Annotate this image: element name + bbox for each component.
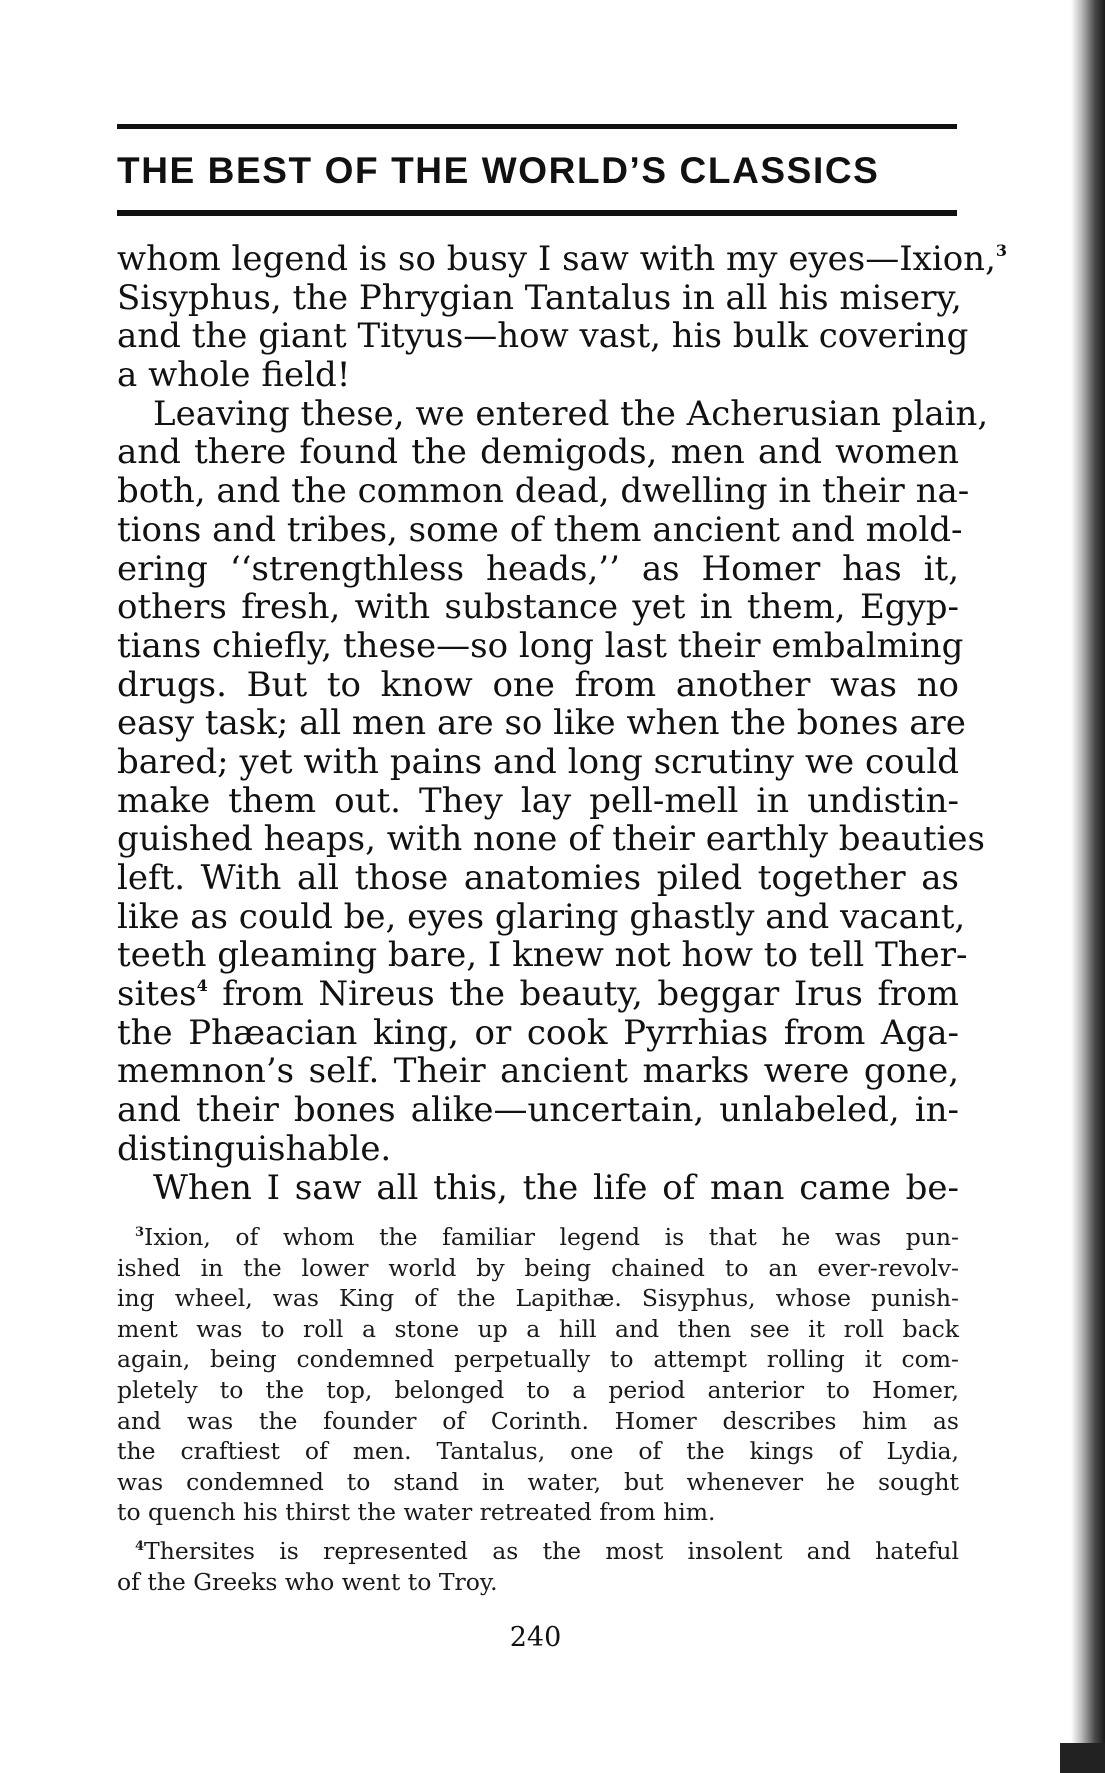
footnote-ref-3: 3 [995,241,1008,260]
footnote-line: again, being condemned perpetually to attempt rolling it com- [117,1345,959,1374]
footnote-line: of the Greeks who went to Troy. [117,1567,498,1596]
text-line: guished heaps, with none of their earthly beauties [117,819,985,860]
text-line: easy task; all men are so like when the bones are [117,703,966,744]
text-line: a whole field! [117,355,351,396]
text-line: others fresh, with substance yet in them, Egyp- [117,587,959,628]
footnote-line: the craftiest of men. Tantalus, one of the kings of Lydia, [117,1437,959,1466]
footnote-line: to quench his thirst the water retreated from him. [117,1498,716,1527]
page-corner-shadow [1060,1743,1105,1773]
text-line: drugs. But to know one from another was no [117,664,959,705]
text-line: Leaving these, we entered the Acherusian plain, [153,393,989,434]
text-line: When I saw all this, the life of man came be- [153,1167,959,1208]
text-line: and there found the demigods, men and women [117,432,959,473]
header-rule-bottom [117,210,957,216]
header-rule-top [117,124,957,129]
footnote-4 [117,1536,959,1597]
running-head: THE BEST OF THE WORLD’S CLASSICS [117,150,880,191]
footnotes [117,1222,959,1597]
footnote-ref-4: 4 [196,976,208,996]
text-line: distinguishable. [117,1128,392,1169]
text-line: the Phæacian king, or cook Pyrrhias from Aga- [117,1012,959,1053]
footnote-marker: 3 [135,1225,145,1240]
footnote-line: $^4$Thersites is represented as the most insolent and hateful [135,1536,959,1565]
footnote-line: and was the founder of Corinth. Homer describes him as [117,1406,959,1435]
text-line: make them out. They lay pell-mell in undistin- [117,780,959,821]
text-line: teeth gleaming bare, I knew not how to tell Ther- [117,935,968,976]
text-line: tions and tribes, some of them ancient and mold- [117,509,963,550]
footnote-3 [117,1222,959,1528]
footnote-line: pletely to the top, belonged to a period anterior to Homer, [117,1375,959,1404]
text-line: and the giant Tityus—how vast, his bulk covering [117,316,969,357]
binding-edge-shadow [1071,0,1105,1773]
page-number: 240 [509,1622,562,1653]
footnote-line: ished in the lower world by being chained to an ever-revolv- [117,1253,959,1282]
text-line: bared; yet with pains and long scrutiny we could [117,741,959,782]
footnote-line: ment was to roll a stone up a hill and then see it roll back [117,1314,959,1343]
footnote-line: was condemned to stand in water, but whenever he sought [117,1467,959,1496]
text-line: and their bones alike—uncertain, unlabeled, in- [117,1090,959,1131]
text-line: both, and the common dead, dwelling in their na- [117,471,970,512]
text-line: sites$^4$ from Nireus the beauty, beggar Irus from [117,974,959,1015]
text-line: tians chiefly, these—so long last their embalming [117,625,964,666]
body-text [117,239,1008,1208]
text-line: left. With all those anatomies piled together as [117,858,959,898]
text-line: memnon’s self. Their ancient marks were gone, [117,1051,959,1092]
footnote-line: ing wheel, was King of the Lapithæ. Sisyphus, whose punish- [117,1284,959,1313]
text-line: Sisyphus, the Phrygian Tantalus in all his misery, [117,277,962,318]
text-line: like as could be, eyes glaring ghastly and vacant, [117,896,966,937]
text-line: whom legend is so busy I saw with my eyes—Ixion,$^3$ [117,239,1008,279]
footnote-marker: 4 [135,1538,145,1554]
text-line: ering ‘‘strengthless heads,’’ as Homer has it, [117,548,959,589]
footnote-line: $^3$Ixion, of whom the familiar legend is that he was pun- [135,1223,959,1251]
